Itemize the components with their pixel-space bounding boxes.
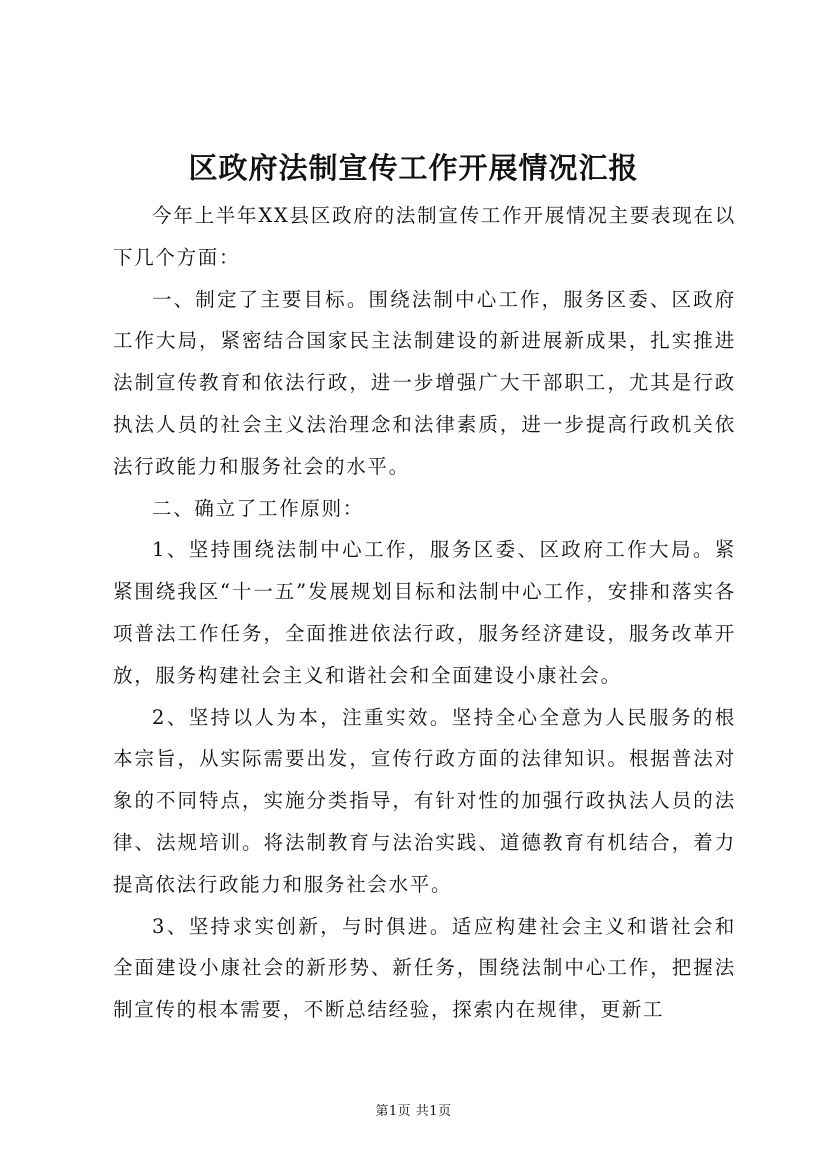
paragraph-principle-2: 2、坚持以人为本，注重实效。坚持全心全意为人民服务的根本宗旨，从实际需要出发，宣传行政方面的法律知识。根据普法对象的不同特点，实施分类指导，有针对性的加强行政执法人员的法律、法规培训。将法制教育与法治实践、道德教育有机结合，着力提高依法行政能力和服务社会水平。: [113, 705, 736, 896]
paragraph-intro: 今年上半年XX县区政府的法制宣传工作开展情况主要表现在以下几个方面：: [113, 204, 736, 269]
paragraph-principle-3: 3、坚持求实创新，与时俱进。适应构建社会主义和谐社会和全面建设小康社会的新形势、新任务，围绕法制中心工作，把握法制宣传的根本需要，不断总结经验，探索内在规律，更新工: [113, 914, 736, 1022]
document-title: 区政府法制宣传工作开展情况汇报: [188, 151, 639, 185]
paragraph-section-1: 一、制定了主要目标。围绕法制中心工作，服务区委、区政府工作大局，紧密结合国家民主法制建设的新进展新成果，扎实推进法制宣传教育和依法行政，进一步增强广大干部职工，尤其是行政执法人员的社会主义法治理念和法律素质，进一步提高行政机关依法行政能力和服务社会的水平。: [113, 287, 736, 478]
paragraph-section-2: 二、确立了工作原则：: [152, 496, 365, 520]
page-number-footer: 第1页 共1页: [375, 1104, 452, 1119]
paragraph-principle-1: 1、坚持围绕法制中心工作，服务区委、区政府工作大局。紧紧围绕我区“十一五”发展规划目标和法制中心工作，安排和落实各项普法工作任务，全面推进依法行政，服务经济建设，服务改革开放，服务构建社会主义和谐社会和全面建设小康社会。: [113, 538, 736, 687]
document-body: [113, 195, 736, 1031]
